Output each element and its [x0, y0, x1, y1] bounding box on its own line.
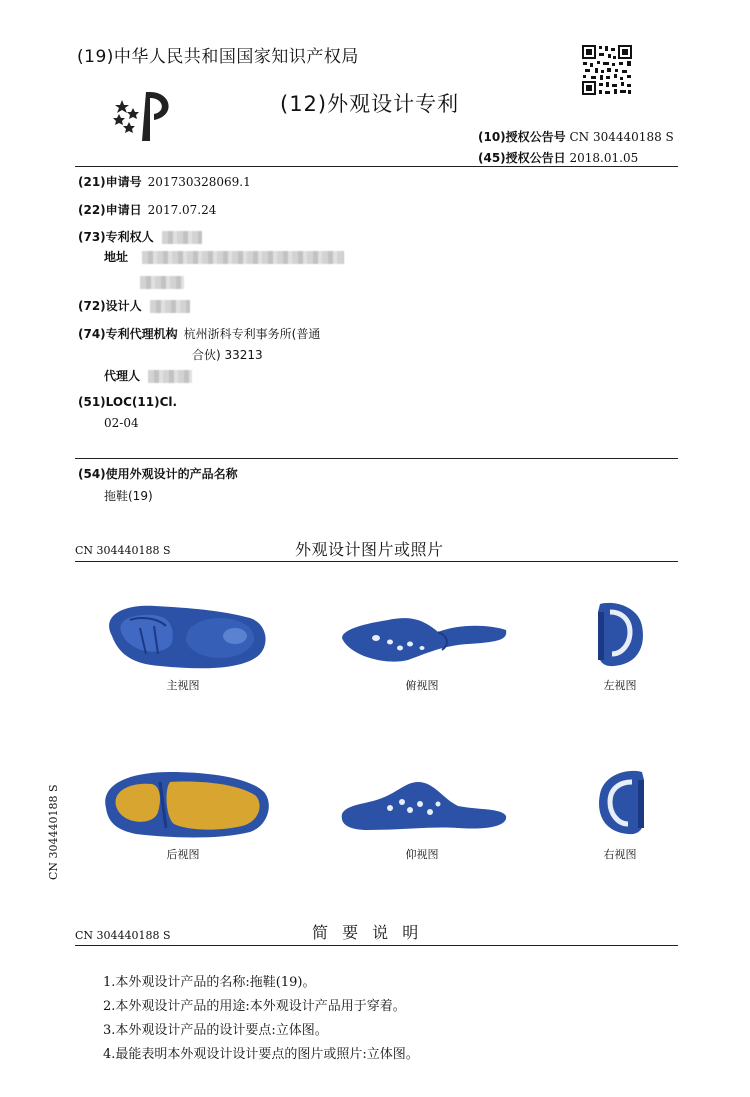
designer-label: (72)设计人	[78, 299, 142, 313]
agency-label: (74)专利代理机构	[78, 327, 178, 341]
images-section-title: 外观设计图片或照片	[295, 540, 444, 559]
publication-date-label: (45)授权公告日	[478, 151, 566, 165]
publication-number	[478, 128, 674, 145]
summary-title: 简 要 说 明	[312, 923, 419, 942]
caption-front-view: 主视图	[166, 679, 200, 692]
summary-item: 3.本外观设计产品的设计要点:立体图。	[103, 1023, 328, 1038]
caption-top-view: 俯视图	[405, 679, 439, 692]
address	[104, 248, 344, 265]
publication-date-value: 2018.01.05	[569, 151, 639, 165]
summary-item: 2.本外观设计产品的用途:本外观设计产品用于穿着。	[103, 999, 406, 1014]
loc-class-value: 02-04	[104, 416, 139, 430]
slipper-right-view	[592, 768, 652, 842]
cnipa-logo	[110, 86, 182, 144]
slipper-top-view	[338, 610, 510, 672]
redacted-address-line2	[140, 276, 184, 289]
agent-label: 代理人	[104, 369, 141, 383]
cn-code: CN 304440188 S	[75, 544, 171, 557]
divider	[75, 166, 678, 167]
redacted-patentee	[162, 231, 202, 244]
patentee	[78, 228, 202, 245]
divider	[75, 458, 678, 459]
divider	[75, 945, 678, 946]
publication-number-label: (10)授权公告号	[478, 130, 566, 144]
agency	[78, 325, 320, 342]
application-number	[78, 173, 251, 190]
designer	[78, 297, 190, 314]
document-type: (12)外观设计专利	[280, 92, 460, 116]
product-label: (54)使用外观设计的产品名称	[78, 467, 238, 481]
office-name: (19)中华人民共和国国家知识产权局	[77, 47, 359, 67]
slipper-main-view	[100, 598, 270, 678]
redacted-address	[142, 251, 344, 264]
redacted-agent	[148, 370, 192, 383]
caption-left-view: 左视图	[603, 679, 637, 692]
summary-item: 4.最能表明本外观设计设计要点的图片或照片:立体图。	[103, 1047, 419, 1062]
agency-line2	[192, 346, 263, 363]
caption-right-view: 右视图	[603, 848, 637, 861]
application-number-value: 201730328069.1	[147, 175, 251, 189]
loc-class	[78, 395, 177, 409]
slipper-sole-view	[100, 768, 272, 844]
agency-line2-value: 合伙) 33213	[192, 348, 263, 362]
redacted-designer	[150, 300, 190, 313]
slipper-bottom-view	[338, 778, 510, 840]
filing-date	[78, 201, 216, 218]
publication-number-value: CN 304440188 S	[569, 130, 674, 144]
patentee-label: (73)专利权人	[78, 230, 154, 244]
address-line2	[140, 272, 184, 291]
filing-date-value: 2017.07.24	[147, 203, 217, 217]
summary-item: 1.本外观设计产品的名称:拖鞋(19)。	[103, 975, 316, 990]
filing-date-label: (22)申请日	[78, 203, 142, 217]
agency-line1: 杭州浙科专利事务所(普通	[183, 327, 321, 341]
caption-back-view: 后视图	[166, 848, 200, 861]
loc-value	[104, 416, 139, 430]
product-name	[104, 487, 153, 504]
summary-cn-code: CN 304440188 S	[75, 929, 171, 942]
vertical-cn-code: CN 304440188 S	[47, 784, 60, 880]
publication-date	[478, 149, 638, 166]
divider	[75, 561, 678, 562]
caption-bottom-view: 仰视图	[405, 848, 439, 861]
loc-class-label: (51)LOC(11)Cl.	[78, 395, 178, 409]
address-label: 地址	[104, 250, 129, 264]
product-name-value: 拖鞋(19)	[104, 489, 153, 503]
qr-code	[581, 44, 633, 96]
agent	[104, 367, 192, 384]
application-number-label: (21)申请号	[78, 175, 142, 189]
product-name-label	[78, 465, 238, 482]
slipper-left-view	[594, 600, 650, 674]
